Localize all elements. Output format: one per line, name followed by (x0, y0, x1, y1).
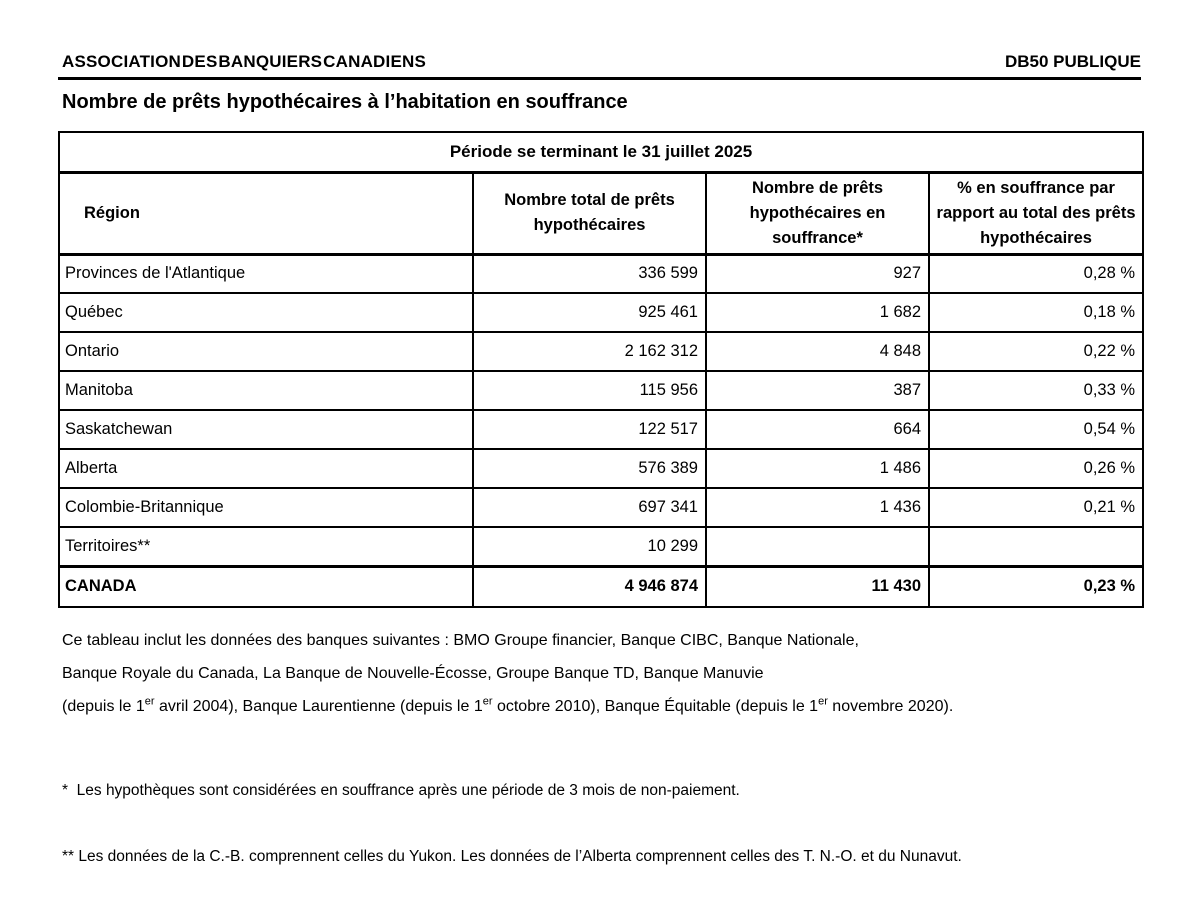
table-body (59, 254, 1143, 566)
value-cell: 0,26 % (929, 449, 1143, 488)
value-cell (706, 527, 929, 566)
ordinal-superscript: er (144, 695, 155, 708)
value-cell: 0,21 % (929, 488, 1143, 527)
period-header: Période se terminant le 31 juillet 2025 (59, 132, 1143, 172)
table-row (59, 410, 1143, 449)
region-cell: Manitoba (59, 371, 473, 410)
table-row (59, 254, 1143, 293)
banks-note-segment: (depuis le 1 (62, 698, 145, 715)
value-cell: 1 486 (706, 449, 929, 488)
region-cell: CANADA (59, 566, 473, 607)
value-cell: 122 517 (473, 410, 706, 449)
organization-name: ASSOCIATION DES BANQUIERS CANADIENS (62, 52, 426, 71)
banks-note-line-2: Banque Royale du Canada, La Banque de Nouvelle-Écosse, Groupe Banque TD, Banque Manuvie (62, 665, 764, 682)
value-cell: 0,18 % (929, 293, 1143, 332)
column-header-region: Région (59, 172, 473, 254)
region-cell: Provinces de l'Atlantique (59, 254, 473, 293)
document-classification: DB50 PUBLIQUE (1004, 52, 1141, 71)
value-cell: 115 956 (473, 371, 706, 410)
banks-note-line-3 (62, 697, 1200, 716)
value-cell: 0,23 % (929, 566, 1143, 607)
value-cell: 1 682 (706, 293, 929, 332)
period-row (59, 132, 1143, 172)
value-cell: 1 436 (706, 488, 929, 527)
footnote-arrears-definition: * Les hypothèques sont considérées en souffrance après une période de 3 mois de non-paiement. (62, 782, 740, 799)
document-page (0, 52, 1200, 902)
banks-note-segment: novembre 2020). (827, 698, 954, 715)
footnote-territories: ** Les données de la C.-B. comprennent celles du Yukon. Les données de l’Alberta comprennent celles des T. N.-O. et du Nunavut. (62, 848, 962, 865)
value-cell (929, 527, 1143, 566)
value-cell: 0,33 % (929, 371, 1143, 410)
value-cell: 576 389 (473, 449, 706, 488)
value-cell: 925 461 (473, 293, 706, 332)
value-cell: 11 430 (706, 566, 929, 607)
value-cell: 664 (706, 410, 929, 449)
table-row (59, 527, 1143, 566)
banks-note-line-1: Ce tableau inclut les données des banques suivantes : BMO Groupe financier, Banque CIBC, Banque Nationale, (62, 632, 859, 649)
mortgage-arrears-table (58, 131, 1144, 608)
region-cell: Québec (59, 293, 473, 332)
included-banks-note (62, 631, 1200, 716)
page-header (58, 52, 1141, 80)
region-cell: Ontario (59, 332, 473, 371)
ordinal-superscript: er (482, 695, 493, 708)
footnotes (62, 743, 1200, 913)
region-cell: Alberta (59, 449, 473, 488)
value-cell: 10 299 (473, 527, 706, 566)
column-header-percent: % en souffrance par rapport au total des prêts hypothécaires (929, 172, 1143, 254)
region-cell: Territoires** (59, 527, 473, 566)
table-row (59, 488, 1143, 527)
value-cell: 336 599 (473, 254, 706, 293)
value-cell: 4 946 874 (473, 566, 706, 607)
value-cell: 0,54 % (929, 410, 1143, 449)
region-cell: Colombie-Britannique (59, 488, 473, 527)
column-header-total-loans: Nombre total de prêts hypothécaires (473, 172, 706, 254)
value-cell: 0,22 % (929, 332, 1143, 371)
canada-total-row (59, 566, 1143, 607)
ordinal-superscript: er (818, 695, 828, 708)
column-header-arrears: Nombre de prêts hypothécaires en souffrance* (706, 172, 929, 254)
value-cell: 387 (706, 371, 929, 410)
value-cell: 2 162 312 (473, 332, 706, 371)
table-row (59, 371, 1143, 410)
page-title: Nombre de prêts hypothécaires à l’habitation en souffrance (62, 91, 628, 113)
banks-note-segment: avril 2004), Banque Laurentienne (depuis le 1 (154, 698, 483, 715)
region-cell: Saskatchewan (59, 410, 473, 449)
column-header-row (59, 172, 1143, 254)
table-row (59, 449, 1143, 488)
table-row (59, 293, 1143, 332)
value-cell: 0,28 % (929, 254, 1143, 293)
table-row (59, 332, 1143, 371)
value-cell: 4 848 (706, 332, 929, 371)
value-cell: 697 341 (473, 488, 706, 527)
value-cell: 927 (706, 254, 929, 293)
banks-note-segment: octobre 2010), Banque Équitable (depuis le 1 (492, 698, 819, 715)
